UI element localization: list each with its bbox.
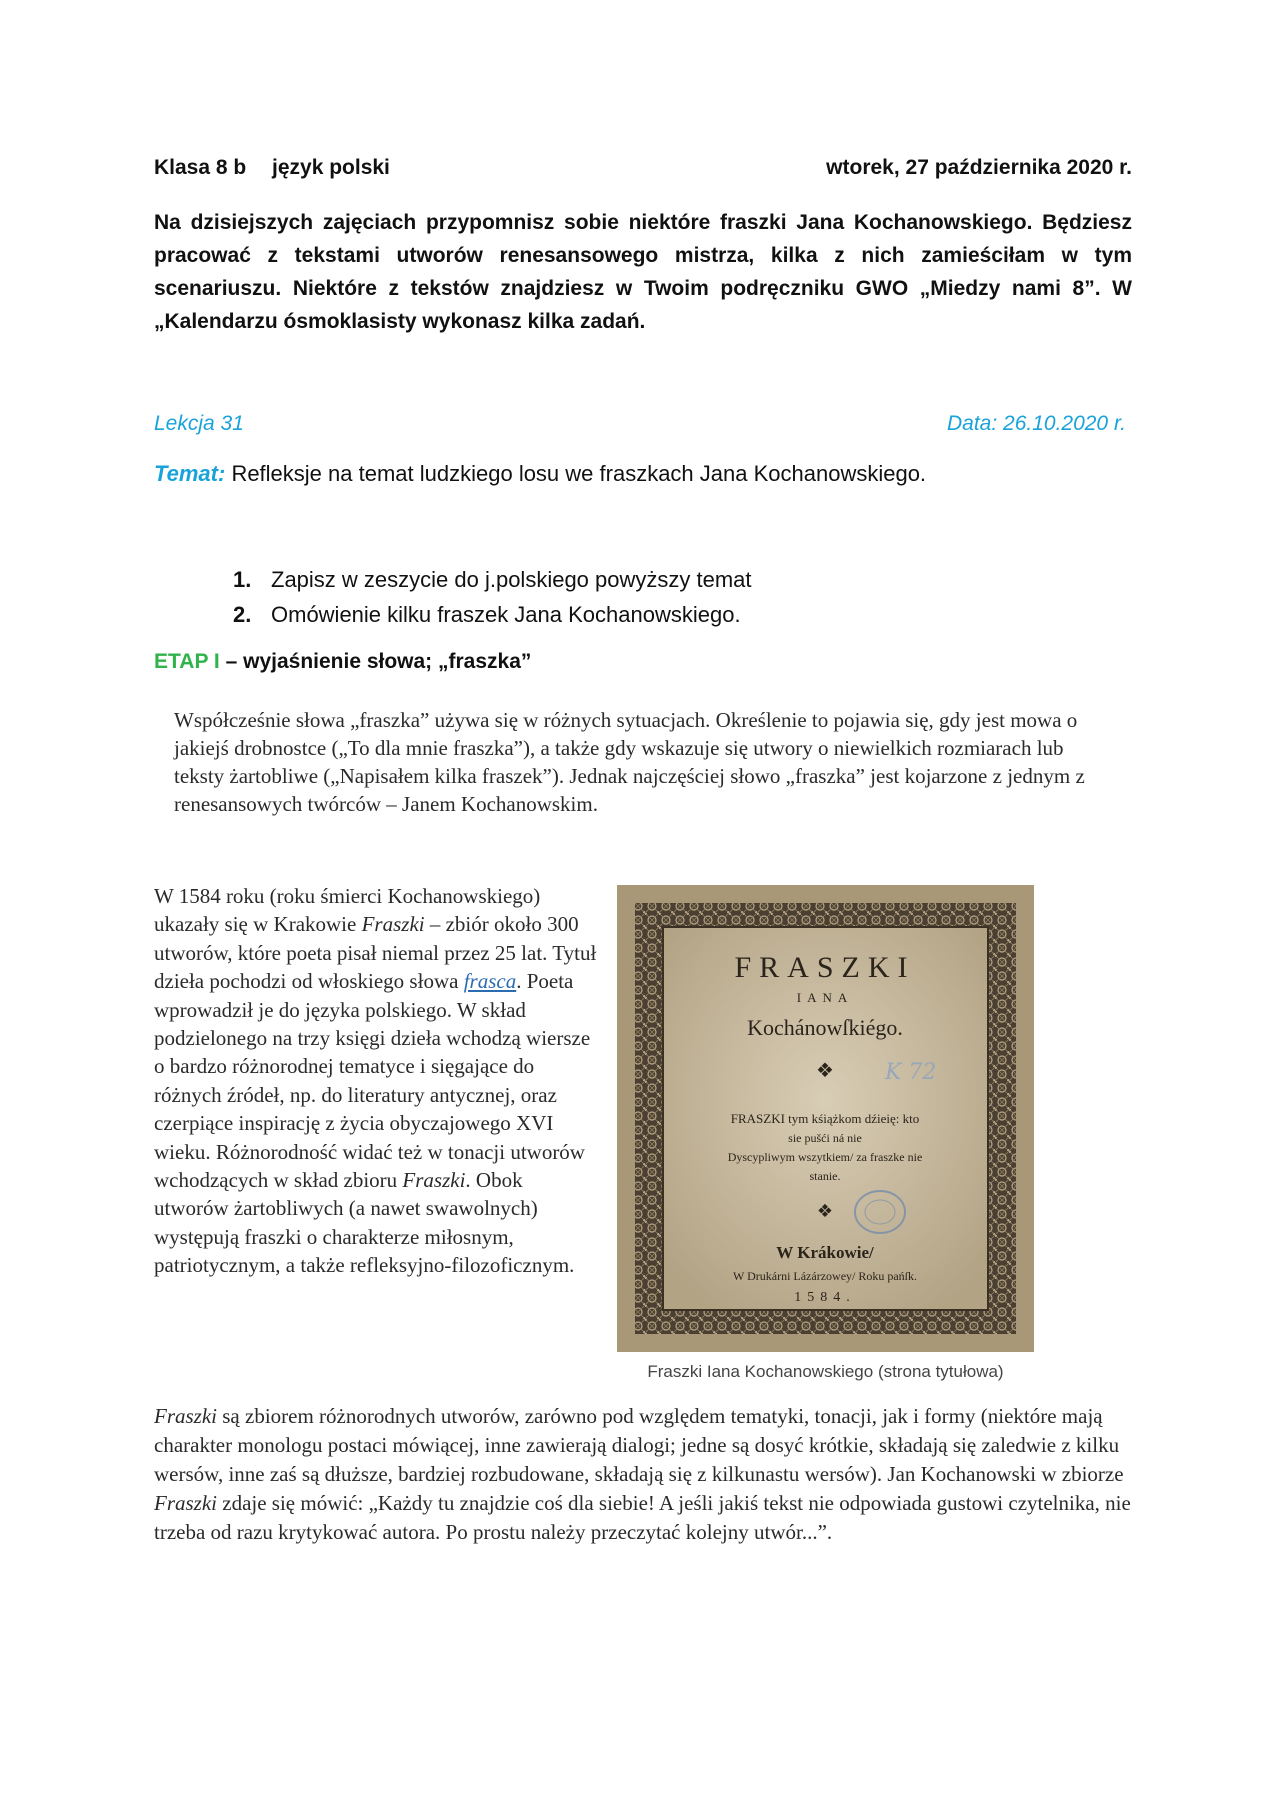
text-segment: są zbiorem różnorodnych utworów, zarówno pod względem tematyki, tonacji, jak i formy (niektóre mają charakter monologu postaci mówiącej, inne zawierają dialogi; jedne są dosyć krótkie, składają się zaledwie z kilku wersów, inne zaś są dłuższe, bardziej rozbudowane, składają się z kilkunastu wersów). Jan Kochanowski w zbiorze [154, 1404, 1124, 1486]
header-date: wtorek, 27 października 2020 r. [826, 156, 1132, 179]
handwritten-note: K 72 [885, 1060, 937, 1085]
stage-text: – wyjaśnienie słowa; „fraszka” [225, 650, 532, 673]
class-label: Klasa 8 b [154, 156, 247, 179]
image-caption: Fraszki Iana Kochanowskiego (strona tytułowa) [647, 1362, 1004, 1381]
italic-title: Fraszki [154, 1491, 217, 1515]
book-body-4: stanie. [809, 1169, 841, 1183]
task-list [233, 562, 752, 632]
italic-title: Fraszki [154, 1404, 217, 1428]
book-illustration [617, 885, 1034, 1352]
paragraph-definition: Współcześnie słowa „fraszka” używa się w różnych sytuacjach. Określenie to pojawia się, gdy jest mowa o jakiejś drobnostce („To dla mnie fraszka”), a także gdy wskazuje się utwory o niewielkich rozmiarach lub teksty żartobliwe („Napisałem kilka fraszek”). Jednak najczęściej słowo „fraszka” jest kojarzone z jednym z renesansowych twórców – Janem Kochanowskim. [174, 708, 1085, 816]
ornament-icon: ❖ [816, 1201, 834, 1222]
task-number: 1. [233, 567, 252, 592]
text-segment: . Poeta wprowadził je do języka polskiego. W skład podzielonego na trzy księgi dzieła wchodzą wiersze o bardzo różnorodnej tematyce i sięgające do różnych źródeł, np. do literatury antycznej, oraz czerpiące inspirację z życia obyczajowego XVI wieku. Różnorodność widać też w tonacji utworów wchodzących w skład zbioru [154, 969, 591, 1193]
book-city: W Krákowie/ [776, 1243, 874, 1262]
book-printer: W Drukárni Lázárzowey/ Roku pańſk. [732, 1269, 918, 1283]
book-body-3: Dyscypliwym wszytkiem/ za fraszke nie [727, 1150, 923, 1164]
book-line-2: IANA [796, 990, 854, 1005]
task-text: Omówienie kilku fraszek Jana Kochanowskiego. [271, 602, 741, 627]
intro-paragraph: Na dzisiejszych zajęciach przypomnisz sobie niektóre fraszki Jana Kochanowskiego. Będziesz pracować z tekstami utworów renesansowego mistrza, kilka z nich zamieściłam w tym scenariuszu. Niektóre z tekstów znajdziesz w Twoim podręczniku GWO „Miedzy nami 8”. W „Kalendarzu ósmoklasisty wykonasz kilka zadań. [154, 211, 1132, 333]
task-text: Zapisz w zeszycie do j.polskiego powyższy temat [271, 567, 752, 592]
task-number: 2. [233, 602, 252, 627]
text-segment: . Obok utworów żartobliwych (a nawet swawolnych) występują fraszki o charakterze miłosnym, patriotycznym, a także refleksyjno-filozoficznym. [154, 1168, 575, 1278]
list-item [233, 597, 752, 632]
lesson-number: Lekcja 31 [154, 412, 244, 435]
text-segment: W 1584 roku (roku śmierci Kochanowskiego) ukazały się w Krakowie [154, 884, 541, 937]
book-title: FRASZKI [734, 951, 916, 984]
text-segment: zdaje się mówić: „Każdy tu znajdzie coś dla siebie! A jeśli jakiś tekst nie odpowiada gustowi czytelnika, nie trzeba od razu krytykować autora. Po prostu należy przeczytać kolejny utwór...”. [154, 1491, 1131, 1544]
topic-label: Temat: [154, 461, 226, 486]
topic-text: Refleksje na temat ludzkiego losu we fraszkach Jana Kochanowskiego. [231, 461, 927, 486]
italic-title: Fraszki [402, 1168, 466, 1193]
subject-label: język polski [272, 156, 390, 179]
book-body-1: FRASZKI tym kśiążkom dźieię: kto [730, 1111, 920, 1126]
book-line-3: Kochánowſkiégo. [747, 1015, 903, 1040]
lesson-topic [154, 461, 926, 487]
list-item [233, 562, 752, 597]
paragraph-summary [154, 1402, 1132, 1547]
text-segment: – zbiór około 300 utworów, które poeta pisał niemal przez 25 lat. Tytuł dzieła pochodzi od włoskiego słowa [154, 912, 597, 994]
book-title-page-image [617, 885, 1034, 1352]
ornament-icon: ❖ [816, 1058, 834, 1082]
paragraph-history [154, 882, 599, 1280]
book-year: 1584. [794, 1290, 856, 1305]
frasca-link[interactable]: frasca [463, 969, 517, 994]
lesson-date: Data: 26.10.2020 r. [946, 412, 1126, 435]
stage-label: ETAP I [154, 650, 220, 673]
italic-title: Fraszki [361, 912, 425, 937]
book-body-2: sie pušći ná nie [788, 1131, 862, 1145]
stage-heading [154, 650, 531, 674]
